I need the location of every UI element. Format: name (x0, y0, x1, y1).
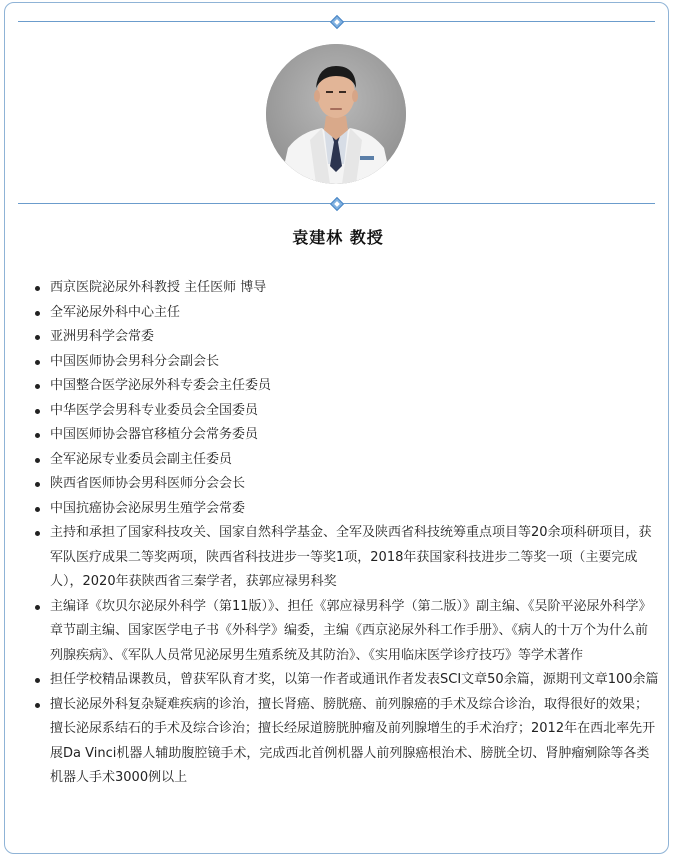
bio-list (35, 276, 660, 791)
bio-item: 亚洲男科学会常委 (35, 325, 660, 350)
bio-item: 中国整合医学泌尿外科专委会主任委员 (35, 374, 660, 399)
bio-item: 担任学校精品课教员，曾获军队育才奖，以第一作者或通讯作者发表SCI文章50余篇，源期刊文章100余篇 (35, 668, 660, 693)
bio-item: 全军泌尿专业委员会副主任委员 (35, 448, 660, 473)
bio-item: 西京医院泌尿外科教授 主任医师 博导 (35, 276, 660, 301)
bio-item: 中华医学会男科专业委员会全国委员 (35, 399, 660, 424)
doctor-name-title: 袁建林 教授 (292, 228, 384, 247)
doctor-photo (266, 44, 406, 184)
bio-item: 主编译《坎贝尔泌尿外科学（第11版）》、担任《郭应禄男科学（第二版）》副主编、《吴阶平泌尿外科学》章节副主编、国家医学电子书《外科学》编委，主编《西京泌尿外科工作手册》、《病人的十万个为什么前列腺疾病》、《军队人员常见泌尿男生殖系统及其防治》、《实用临床医学诊疗技巧》等学术著作 (35, 595, 660, 669)
bio-item: 中国医师协会器官移植分会常务委员 (35, 423, 660, 448)
bio-item: 擅长泌尿外科复杂疑难疾病的诊治，擅长肾癌、膀胱癌、前列腺癌的手术及综合诊治，取得很好的效果；擅长泌尿系结石的手术及综合诊治；擅长经尿道膀胱肿瘤及前列腺增生的手术治疗；2012年在西北率先开展Da Vinci机器人辅助腹腔镜手术，完成西北首例机器人前列腺癌根治术、膀胱全切、肾肿瘤剜除等各类机器人手术3000例以上 (35, 693, 660, 791)
bio-item: 陕西省医师协会男科医师分会会长 (35, 472, 660, 497)
portrait-icon (266, 44, 406, 184)
bio-item: 全军泌尿外科中心主任 (35, 301, 660, 326)
bio-item: 主持和承担了国家科技攻关、国家自然科学基金、全军及陕西省科技统筹重点项目等20余项科研项目，获军队医疗成果二等奖两项，陕西省科技进步一等奖1项，2018年获国家科技进步二等奖一项（主要完成人），2020年获陕西省三秦学者，获郭应禄男科奖 (35, 521, 660, 595)
bio-item: 中国抗癌协会泌尿男生殖学会常委 (35, 497, 660, 522)
bio-item: 中国医师协会男科分会副会长 (35, 350, 660, 375)
